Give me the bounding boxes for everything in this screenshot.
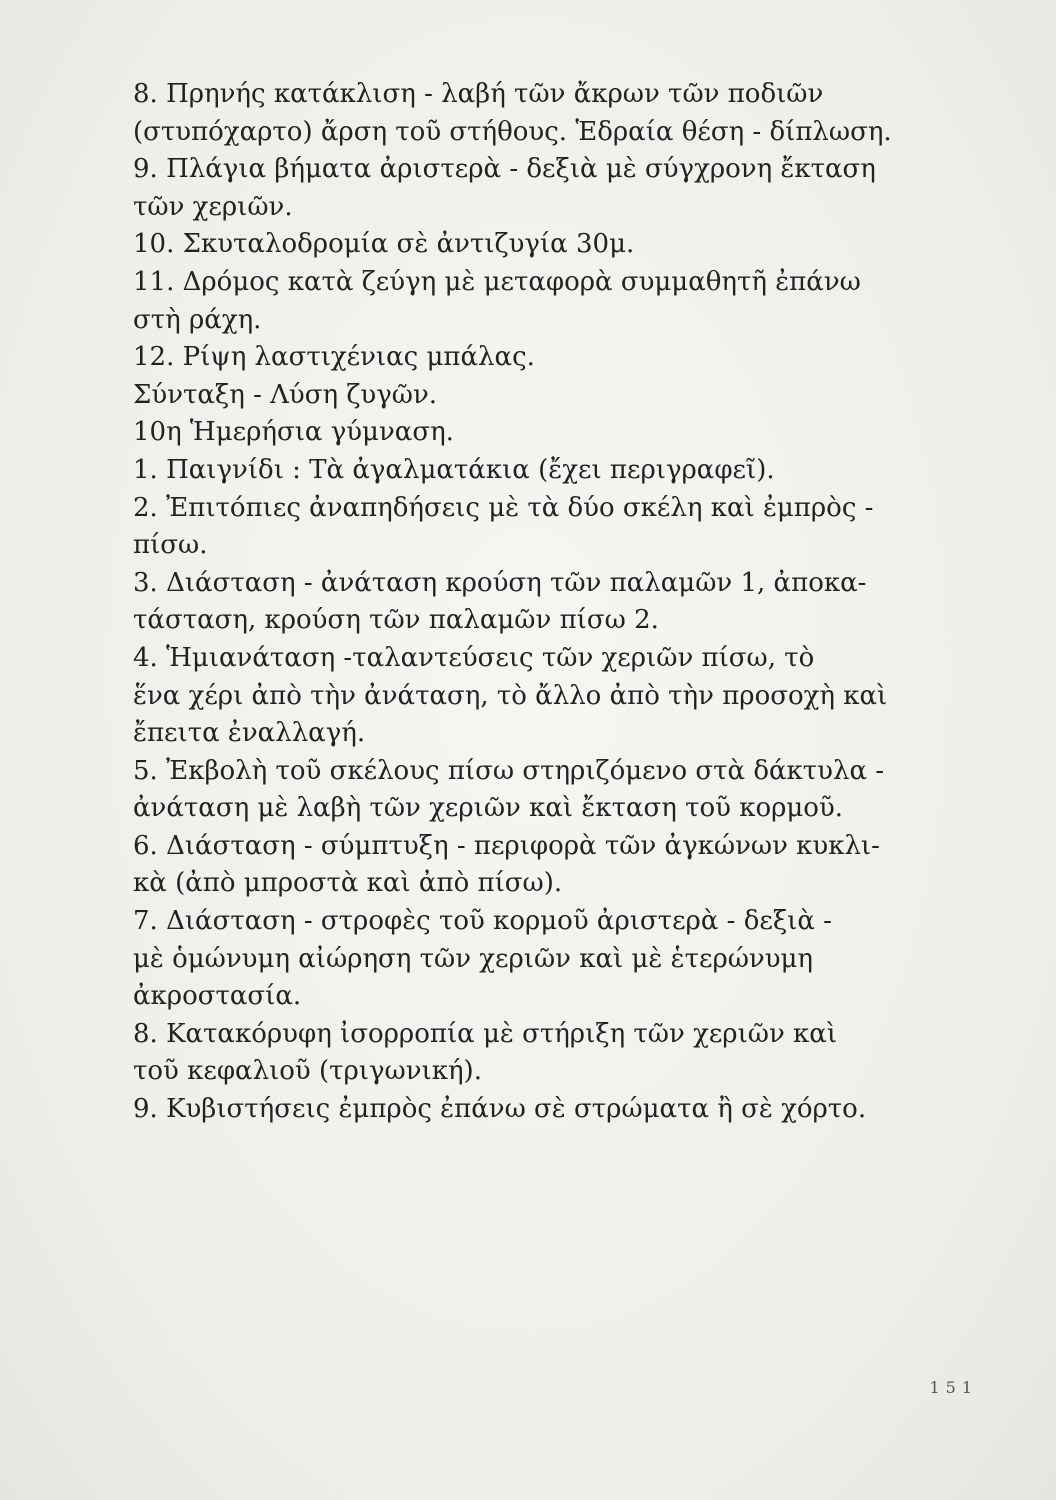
exercise-11-line-1: 11. Δρόμος κατὰ ζεύγη μὲ μεταφορὰ συμμαθητῆ ἐπάνω [133,266,861,297]
item-5-line-1: 5. Ἐκβολὴ τοῦ σκέλους πίσω στηριζόμενο στὰ δάκτυλα - [133,755,885,786]
item-5-line-2: ἀνάταση μὲ λαβὴ τῶν χεριῶν καὶ ἔκταση τοῦ κορμοῦ. [133,793,844,824]
item-9: 9. Κυβιστήσεις ἐμπρὸς ἐπάνω σὲ στρώματα ἢ σὲ χόρτο. [133,1094,867,1125]
exercise-10: 10. Σκυταλοδρομία σὲ ἀντιζυγία 30μ. [133,229,635,260]
item-7-line-3: ἀκροστασία. [133,981,302,1012]
page-number: 151 [929,1378,978,1397]
exercise-8-line-1: 8. Πρηνής κατάκλιση - λαβή τῶν ἄκρων τῶν ποδιῶν [133,79,824,109]
item-6-line-2: κὰ (ἀπὸ μπροστὰ καὶ ἀπὸ πίσω). [133,868,563,899]
formation-line: Σύνταξη - Λύση ζυγῶν. [133,379,438,410]
exercise-12: 12. Ρίψη λαστιχένιας μπάλας. [133,342,535,373]
exercise-11-line-2: στὴ ράχη. [133,304,262,335]
item-3-line-1: 3. Διάσταση - ἀνάταση κρούση τῶν παλαμῶν 1, ἀποκα- [133,567,867,598]
section-heading: 10η Ἡμερήσια γύμναση. [133,417,454,448]
exercise-8-line-2: (στυπόχαρτο) ἄρση τοῦ στήθους. Ἑδραία θέση - δίπλωση. [133,116,892,147]
item-7-line-2: μὲ ὁμώνυμη αἰώρηση τῶν χεριῶν καὶ μὲ ἑτερώνυμη [133,943,814,974]
item-4-line-1: 4. Ἡμιανάταση -ταλαντεύσεις τῶν χεριῶν πίσω, τὸ [133,642,815,673]
item-4-line-2: ἕνα χέρι ἀπὸ τὴν ἀνάταση, τὸ ἄλλο ἀπὸ τὴν προσοχὴ καὶ [133,680,888,711]
item-8-line-2: τοῦ κεφαλιοῦ (τριγωνική). [133,1056,482,1087]
item-2-line-2: πίσω. [133,530,208,561]
item-1: 1. Παιγνίδι : Τὰ ἀγαλματάκια (ἔχει περιγραφεῖ). [133,454,775,485]
item-7-line-1: 7. Διάσταση - στροφὲς τοῦ κορμοῦ ἀριστερὰ - δεξιὰ - [133,906,832,937]
item-3-line-2: τάσταση, κρούση τῶν παλαμῶν πίσω 2. [133,605,659,636]
item-4-line-3: ἔπειτα ἐναλλαγή. [133,718,366,749]
item-6-line-1: 6. Διάσταση - σύμπτυξη - περιφορὰ τῶν ἀγκώνων κυκλι- [133,830,880,861]
exercise-9-line-1: 9. Πλάγια βήματα ἀριστερὰ - δεξιὰ μὲ σύγχρονη ἔκταση [133,154,876,185]
item-8-line-1: 8. Κατακόρυφη ἰσορροπία μὲ στήριξη τῶν χεριῶν καὶ [133,1018,838,1049]
item-2-line-1: 2. Ἐπιτόπιες ἀναπηδήσεις μὲ τὰ δύο σκέλη καὶ ἐμπρὸς - [133,492,874,523]
page-body [133,76,973,1129]
exercise-9-line-2: τῶν χεριῶν. [133,191,293,222]
